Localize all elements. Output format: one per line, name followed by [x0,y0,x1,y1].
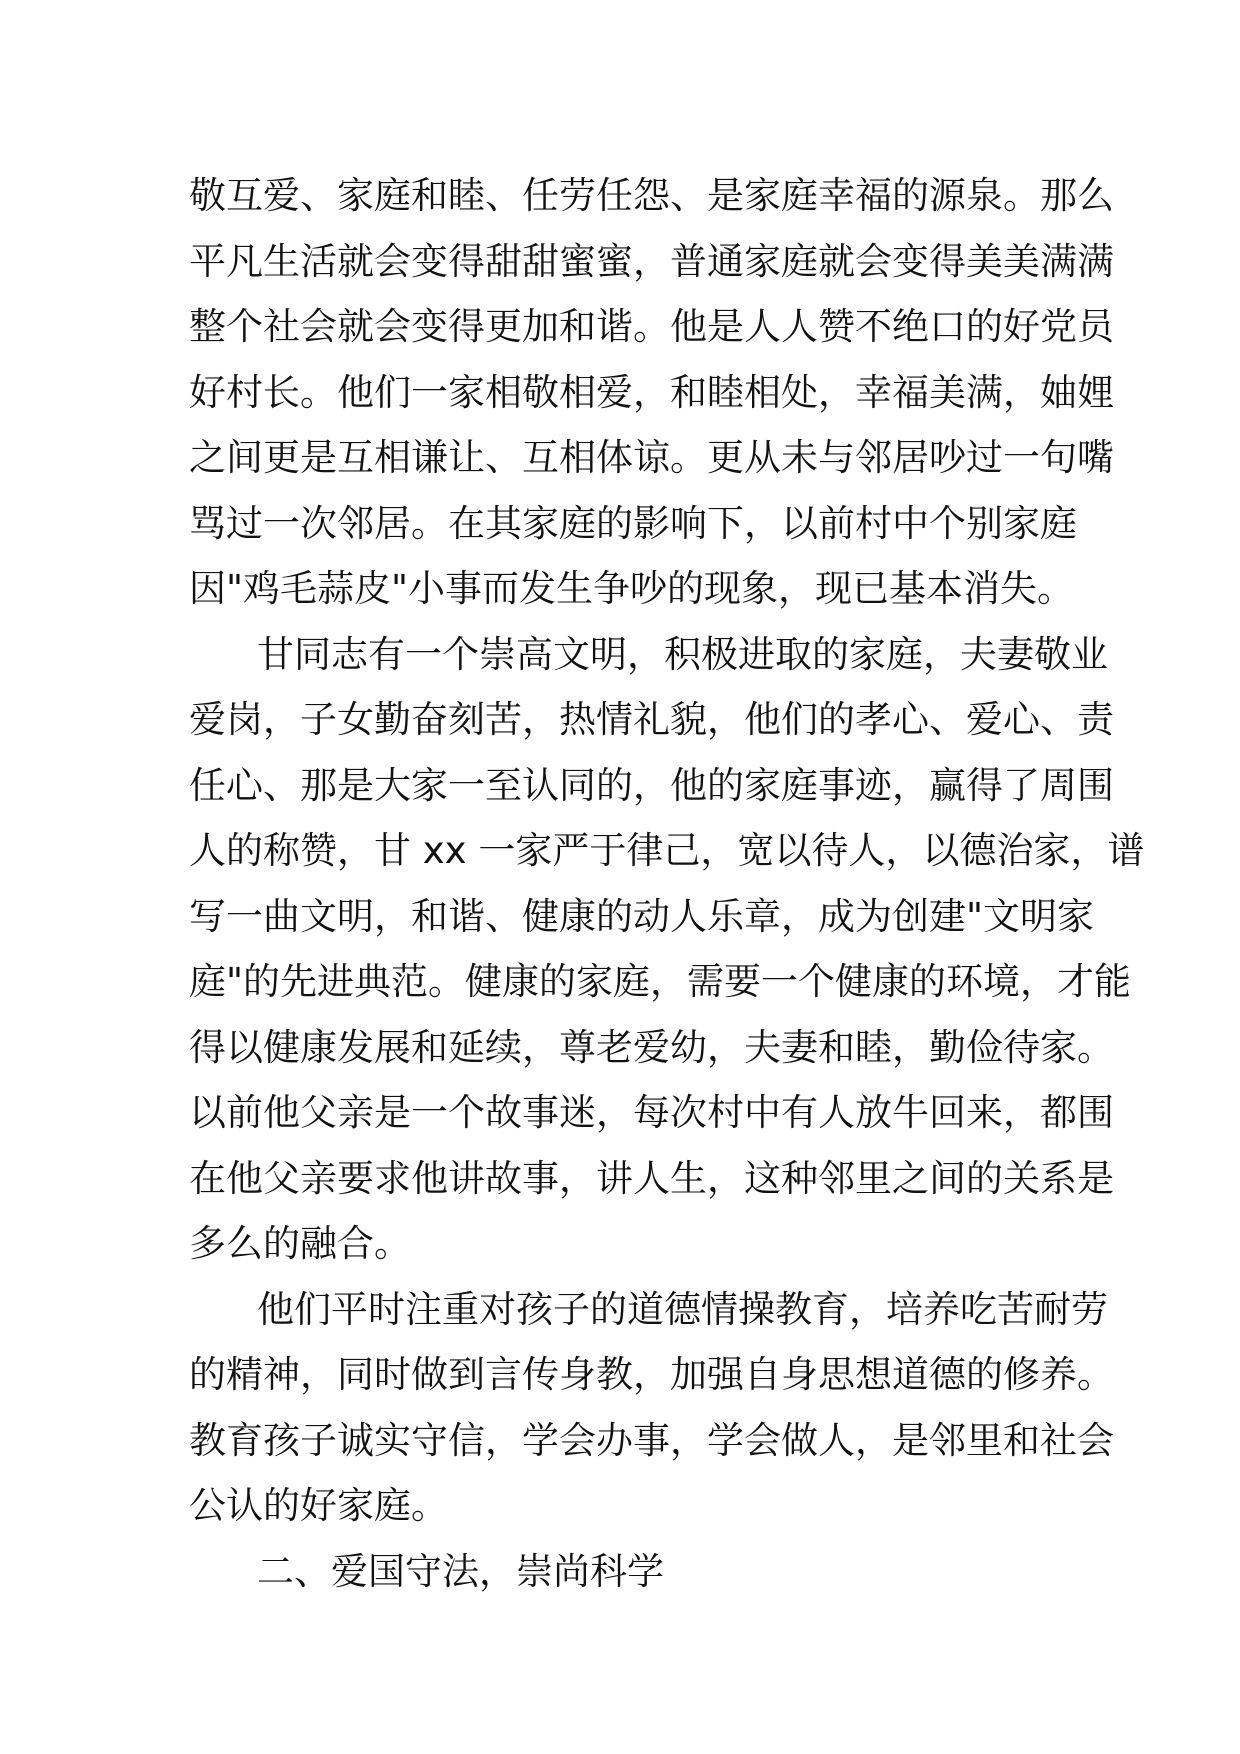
paragraph [189,1277,1114,1539]
text-line: 爱岗，子女勤奋刻苦，热情礼貌，他们的孝心、爱心、责 [189,698,1114,741]
text-line: 甘同志有一个崇高文明，积极进取的家庭，夫妻敬业 [257,632,1108,676]
text-line: 在他父亲要求他讲故事，讲人生，这种邻里之间的关系是 [189,1156,1114,1200]
paragraph [189,622,1145,1277]
text-line: 公认的好家庭。 [189,1484,448,1527]
text-line: 教育孩子诚实守信，学会办事，学会做人，是邻里和社会 [189,1418,1114,1462]
text-line: 写一曲文明，和谐、健康的动人乐章，成为创建"文明家 [189,894,1095,938]
heading-line: 二、爱国守法，崇尚科学 [257,1549,664,1593]
text-line: 他们平时注重对孩子的道德情操教育，培养吃苦耐劳 [257,1287,1108,1331]
text-line: 人的称赞，甘 xx 一家严于律己，宽以待人，以德治家，谱 [189,829,1145,872]
section-heading [189,1539,1069,1605]
text-line: 骂过一次邻居。在其家庭的影响下，以前村中个别家庭 [189,501,1077,545]
text-line: 敬互爱、家庭和睦、任劳任怨、是家庭幸福的源泉。那么 [189,174,1114,217]
paragraph [189,163,1114,622]
text-line: 多么的融合。 [189,1222,411,1265]
text-line: 任心、那是大家一至认同的，他的家庭事迹，赢得了周围 [189,763,1114,807]
text-line: 得以健康发展和延续，尊老爱幼，夫妻和睦，勤俭待家。 [189,1025,1114,1069]
text-line: 的精神，同时做到言传身教，加强自身思想道德的修养。 [189,1353,1114,1396]
text-line: 因"鸡毛蒜皮"小事而发生争吵的现象，现已基本消失。 [189,567,1075,610]
text-line: 好村长。他们一家相敬相爱，和睦相处，幸福美满，妯娌 [189,370,1114,414]
text-line: 之间更是互相谦让、互相体谅。更从未与邻居吵过一句嘴 [189,436,1114,479]
text-line: 整个社会就会变得更加和谐。他是人人赞不绝口的好党员 [189,305,1114,348]
text-line: 以前他父亲是一个故事迷，每次村中有人放牛回来，都围 [189,1091,1114,1134]
document-body [189,163,1145,1604]
text-line: 平凡生活就会变得甜甜蜜蜜，普通家庭就会变得美美满满 [189,239,1114,283]
text-line: 庭"的先进典范。健康的家庭，需要一个健康的环境，才能 [189,960,1132,1003]
